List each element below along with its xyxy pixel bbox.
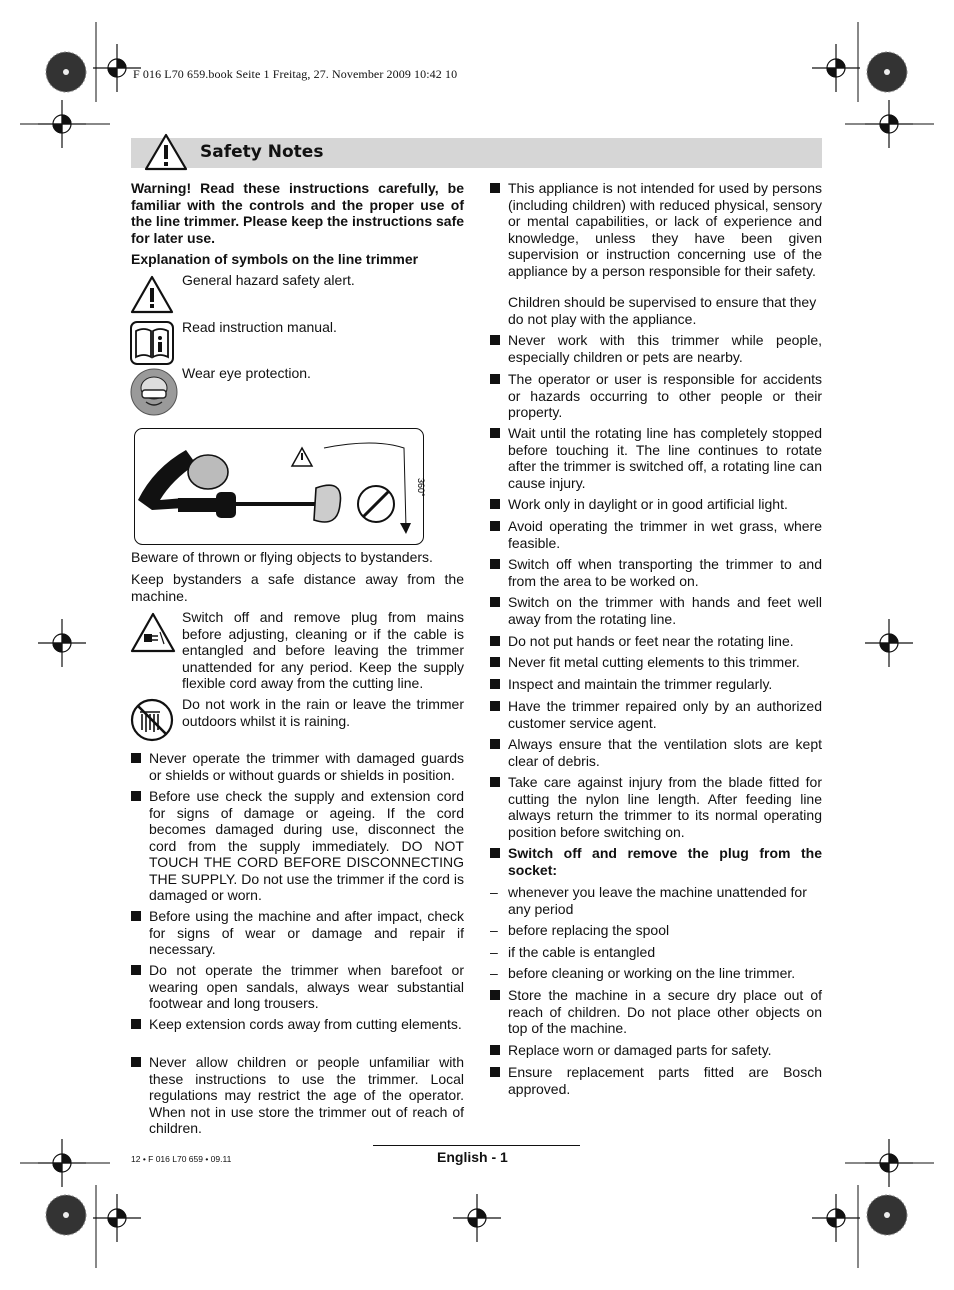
list-item: Do not operate the trimmer when barefoot or wearing open sandals, always wear substantial footwear and long trousers. [131, 962, 464, 1012]
footer-code: 12 • F 016 L70 659 • 09.11 [131, 1154, 232, 1164]
unplug-warning-icon [130, 612, 176, 654]
children-supervised-note: Children should be supervised to ensure that they do not play with the appliance. [508, 294, 817, 327]
hazard-symbol-text: General hazard safety alert. [182, 272, 355, 288]
list-item: Never operate the trimmer with damaged guards or shields or without guards or shields in position. [131, 750, 464, 784]
no-rain-icon [130, 698, 174, 742]
angle-label: 360° [416, 478, 426, 497]
warning-paragraph: Warning! Read these instructions carefully, be familiar with the controls and the proper use of the line trimmer. Please keep the instructions safe for later use. [131, 180, 465, 246]
book-header-line: F 016 L70 659.book Seite 1 Freitag, 27. November 2009 10:42 10 [133, 67, 458, 81]
hazard-alert-icon [130, 275, 174, 315]
rain-text: Do not work in the rain or leave the trimmer outdoors whilst it is raining. [182, 696, 464, 729]
list-item: Before using the machine and after impact, check for signs of wear or damage and repair if necessary. [131, 908, 464, 958]
eye-symbol-text: Wear eye protection. [182, 365, 311, 381]
warning-triangle-icon [143, 132, 189, 172]
eye-protection-icon [130, 368, 178, 416]
bystander-distance-figure [134, 428, 426, 546]
switch-off-plug-text: Switch off and remove plug from mains before adjusting, cleaning or if the cable is entangled and before leaving the trimmer unattended for any period. Keep the supply flexible cord away from the cutting line. [182, 609, 464, 691]
manual-symbol-text: Read instruction manual. [182, 319, 337, 335]
manual-book-icon [130, 321, 174, 365]
list-item: Before use check the supply and extension cord for signs of damage or ageing. If the cord becomes damaged during use, disconnect the cord from the supply immediately. DO NOT TOUCH THE CORD BEFORE DISCONNECTING THE SUPPLY. Do not use the trimmer if the cord is damaged or worn. [131, 788, 464, 902]
footer-rule [373, 1145, 580, 1146]
footer-page-label: English - 1 [437, 1149, 508, 1165]
list-item: Never allow children or people unfamiliar with these instructions to use the trimmer. Local regulations may restrict the age of the operator. When not in use store the trimmer out of reach of children. [131, 1054, 464, 1136]
symbols-heading: Explanation of symbols on the line trimmer [131, 251, 419, 267]
thrown-objects-text: Beware of thrown or flying objects to bystanders. [131, 549, 433, 565]
list-item: Keep extension cords away from cutting elements. [131, 1016, 464, 1050]
keep-distance-text: Keep bystanders a safe distance away from the machine. [131, 571, 464, 604]
page-title: Safety Notes [200, 142, 324, 162]
section-title-bar [131, 138, 822, 168]
